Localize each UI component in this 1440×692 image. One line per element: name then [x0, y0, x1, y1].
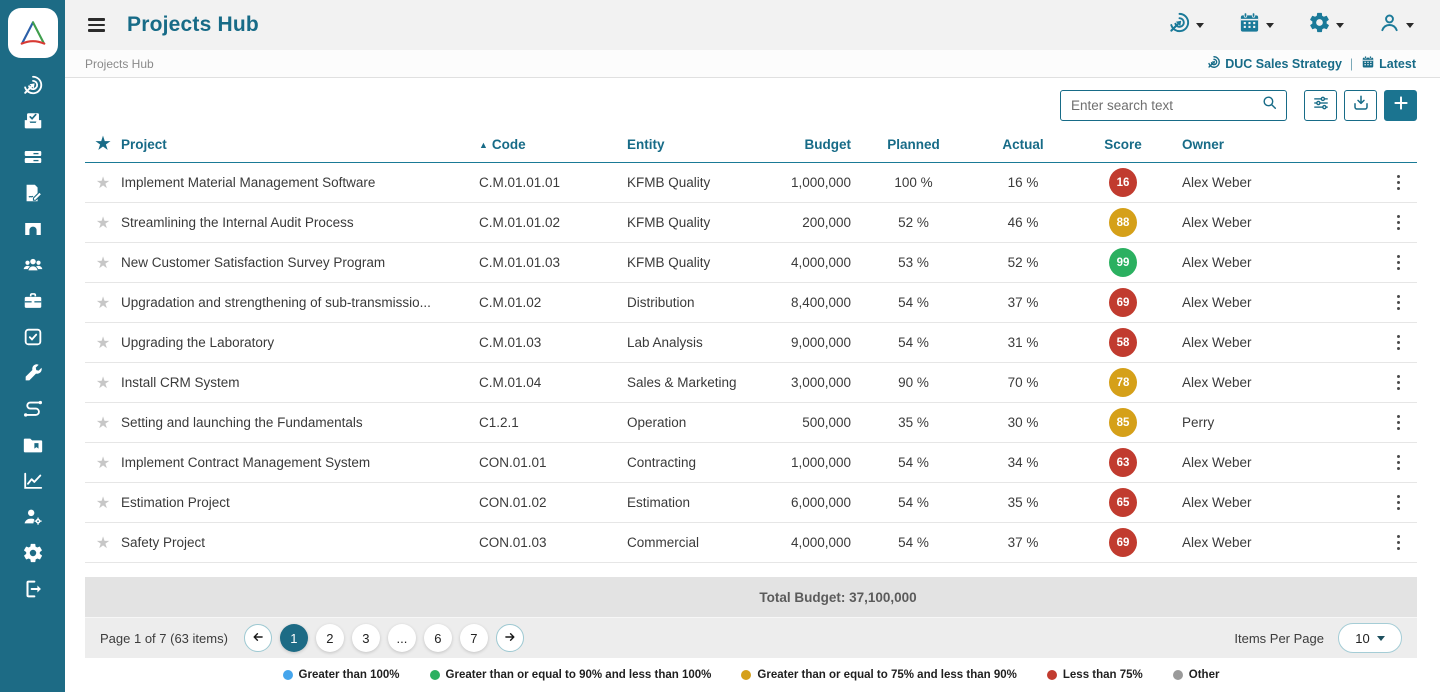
- top-actions: [1134, 11, 1414, 39]
- project-actual: 31 %: [1007, 335, 1039, 350]
- breadcrumb-bar: [65, 50, 1440, 78]
- project-planned: 100 %: [894, 175, 933, 190]
- score-badge: 78: [1109, 368, 1137, 397]
- project-code: C.M.01.01.03: [479, 255, 561, 270]
- download-button[interactable]: [1344, 90, 1377, 121]
- project-planned: 90 %: [898, 375, 929, 390]
- page-button[interactable]: 2: [316, 624, 344, 652]
- project-owner: Alex Weber: [1182, 295, 1252, 310]
- total-budget-band: [85, 577, 1417, 617]
- table-header: [85, 126, 1417, 163]
- add-button[interactable]: [1384, 90, 1417, 121]
- project-owner: Perry: [1182, 415, 1215, 430]
- table-row: [85, 323, 1417, 363]
- column-header-entity[interactable]: Entity: [627, 136, 665, 152]
- pagination-summary: Page 1 of 7 (63 items): [100, 630, 228, 646]
- project-budget: 9,000,000: [790, 335, 851, 350]
- project-budget: 200,000: [802, 215, 851, 230]
- row-actions-menu-icon[interactable]: [1393, 371, 1404, 394]
- logo-triangle-icon: [16, 16, 50, 50]
- project-actual: 37 %: [1007, 295, 1039, 310]
- project-actual: 52 %: [1007, 255, 1039, 270]
- project-owner: Alex Weber: [1182, 455, 1252, 470]
- row-actions-menu-icon[interactable]: [1393, 411, 1404, 434]
- score-badge: 99: [1109, 248, 1137, 277]
- sidebar-item-settings[interactable]: [13, 544, 53, 567]
- search-input[interactable]: [1071, 98, 1261, 113]
- project-entity: Distribution: [627, 295, 695, 310]
- search-box: [1060, 90, 1287, 121]
- project-budget: 8,400,000: [790, 295, 851, 310]
- breadcrumb: Projects Hub: [85, 56, 154, 71]
- pagination-bar: [85, 617, 1417, 658]
- project-name[interactable]: Streamlining the Internal Audit Process: [121, 215, 354, 230]
- active-strategy-label: DUC Sales Strategy: [1225, 56, 1342, 71]
- arch-icon: [22, 218, 44, 245]
- score-badge: 69: [1109, 528, 1137, 557]
- arrow-left-icon: [251, 630, 265, 647]
- strategy-icon: [1168, 11, 1191, 39]
- project-entity: Contracting: [627, 455, 697, 470]
- contract-edit-icon: [22, 182, 44, 209]
- sidebar-item-programs[interactable]: [13, 220, 53, 243]
- chevron-down-icon: [1377, 636, 1385, 641]
- items-per-page: [1234, 623, 1402, 653]
- table-row: [85, 523, 1417, 563]
- legend-dot-icon: [741, 670, 751, 680]
- project-code: C1.2.1: [479, 415, 519, 430]
- favorite-star-icon[interactable]: [96, 333, 110, 353]
- table-row: [85, 203, 1417, 243]
- column-header-actual[interactable]: Actual: [1002, 136, 1044, 152]
- project-budget: 4,000,000: [790, 535, 851, 550]
- column-header-score[interactable]: Score: [1104, 136, 1142, 152]
- logout-icon: [22, 578, 44, 605]
- chevron-down-icon: [1196, 23, 1204, 28]
- previous-page-button[interactable]: [244, 624, 272, 652]
- legend-item: [430, 669, 712, 681]
- top-bar: [65, 0, 1440, 50]
- column-header-planned[interactable]: Planned: [887, 136, 940, 152]
- chevron-down-icon: [1336, 23, 1344, 28]
- score-badge: 85: [1109, 408, 1137, 437]
- project-actual: 70 %: [1007, 375, 1039, 390]
- ballot-box-icon: [22, 110, 44, 137]
- favorite-star-icon[interactable]: [96, 173, 110, 193]
- project-actual: 35 %: [1007, 495, 1039, 510]
- table-row: [85, 283, 1417, 323]
- project-code: C.M.01.03: [479, 335, 542, 350]
- legend-item: [1047, 669, 1143, 681]
- strategy-icon: [1207, 55, 1221, 72]
- favorite-star-icon[interactable]: [96, 493, 110, 513]
- briefcase-icon: [22, 290, 44, 317]
- active-version-label: Latest: [1379, 56, 1416, 71]
- row-actions-menu-icon[interactable]: [1393, 451, 1404, 474]
- project-name[interactable]: Estimation Project: [121, 495, 230, 510]
- project-actual: 16 %: [1007, 175, 1039, 190]
- strategy-menu[interactable]: [1168, 11, 1204, 39]
- project-name[interactable]: New Customer Satisfaction Survey Program: [121, 255, 386, 270]
- pager: [244, 624, 524, 652]
- next-page-button[interactable]: [496, 624, 524, 652]
- filter-icon: [1312, 94, 1330, 117]
- project-actual: 46 %: [1007, 215, 1039, 230]
- page-button[interactable]: 3: [352, 624, 380, 652]
- project-entity: Sales & Marketing: [627, 375, 737, 390]
- score-legend: [85, 658, 1417, 692]
- project-budget: 6,000,000: [790, 495, 851, 510]
- project-code: CON.01.01: [479, 455, 547, 470]
- project-actual: 37 %: [1007, 535, 1039, 550]
- favorite-star-icon[interactable]: [96, 253, 110, 273]
- settings-gear-icon: [22, 542, 44, 569]
- project-owner: Alex Weber: [1182, 535, 1252, 550]
- project-entity: Commercial: [627, 535, 700, 550]
- project-name[interactable]: Setting and launching the Fundamentals: [121, 415, 363, 430]
- favorite-star-icon[interactable]: [96, 413, 110, 433]
- score-badge: 65: [1109, 488, 1137, 517]
- row-actions-menu-icon[interactable]: [1393, 331, 1404, 354]
- app-logo[interactable]: [8, 8, 58, 58]
- calendar-icon: [1238, 11, 1261, 39]
- row-actions-menu-icon[interactable]: [1393, 211, 1404, 234]
- favorite-star-icon[interactable]: [96, 373, 110, 393]
- project-actual: 30 %: [1007, 415, 1039, 430]
- table-row: [85, 403, 1417, 443]
- project-entity: KFMB Quality: [627, 175, 711, 190]
- sidebar-item-workflow[interactable]: [13, 400, 53, 423]
- download-icon: [1352, 94, 1370, 117]
- project-planned: 54 %: [898, 455, 929, 470]
- sidebar-item-tasks[interactable]: [13, 328, 53, 351]
- project-name[interactable]: Implement Contract Management System: [121, 455, 371, 470]
- legend-item: [283, 669, 400, 681]
- page-button[interactable]: 1: [280, 624, 308, 652]
- legend-label: Greater than 100%: [298, 669, 400, 681]
- page-button[interactable]: 6: [424, 624, 452, 652]
- table-row: [85, 443, 1417, 483]
- table-row: [85, 163, 1417, 203]
- sidebar: [0, 0, 65, 692]
- row-actions-menu-icon[interactable]: [1393, 291, 1404, 314]
- project-owner: Alex Weber: [1182, 495, 1252, 510]
- project-owner: Alex Weber: [1182, 335, 1252, 350]
- rows-icon: [22, 146, 44, 173]
- team-icon: [22, 254, 44, 281]
- strategy-icon: [22, 74, 44, 101]
- project-code: C.M.01.02: [479, 295, 542, 310]
- column-header-budget[interactable]: Budget: [804, 136, 851, 152]
- project-entity: KFMB Quality: [627, 215, 711, 230]
- project-entity: Estimation: [627, 495, 691, 510]
- sidebar-item-strategy[interactable]: [13, 76, 53, 99]
- project-code: CON.01.03: [479, 535, 547, 550]
- row-actions-menu-icon[interactable]: [1393, 251, 1404, 274]
- folder-icon: [22, 434, 44, 461]
- sidebar-item-lists[interactable]: [13, 148, 53, 171]
- workflow-icon: [22, 398, 44, 425]
- score-badge: 58: [1109, 328, 1137, 357]
- chevron-down-icon: [1266, 23, 1274, 28]
- project-owner: Alex Weber: [1182, 215, 1252, 230]
- row-actions-menu-icon[interactable]: [1393, 531, 1404, 554]
- project-planned: 54 %: [898, 495, 929, 510]
- legend-item: [741, 669, 1016, 681]
- project-name[interactable]: Install CRM System: [121, 375, 240, 390]
- legend-dot-icon: [1173, 670, 1183, 680]
- project-budget: 4,000,000: [790, 255, 851, 270]
- project-name[interactable]: Safety Project: [121, 535, 206, 550]
- page-title: Projects Hub: [127, 13, 259, 36]
- project-planned: 52 %: [898, 215, 929, 230]
- project-budget: 1,000,000: [790, 175, 851, 190]
- table-row: [85, 363, 1417, 403]
- project-owner: Alex Weber: [1182, 375, 1252, 390]
- sidebar-item-logout[interactable]: [13, 580, 53, 603]
- project-planned: 53 %: [898, 255, 929, 270]
- content-area: [65, 78, 1440, 692]
- settings-gear-icon: [1308, 11, 1331, 39]
- items-per-page-select[interactable]: [1338, 623, 1402, 653]
- project-name[interactable]: Implement Material Management Software: [121, 175, 376, 190]
- project-name[interactable]: Upgradation and strengthening of sub-transmissio...: [121, 295, 431, 310]
- legend-label: Less than 75%: [1062, 669, 1143, 681]
- sidebar-item-tools[interactable]: [13, 364, 53, 387]
- search-icon: [1261, 94, 1278, 116]
- context-info: [1207, 55, 1416, 72]
- sidebar-item-contracts[interactable]: [13, 184, 53, 207]
- active-version[interactable]: [1361, 55, 1416, 72]
- project-code: CON.01.02: [479, 495, 547, 510]
- sidebar-item-portfolio[interactable]: [13, 292, 53, 315]
- sidebar-item-reports[interactable]: [13, 472, 53, 495]
- favorite-header-icon[interactable]: [95, 134, 110, 154]
- table-body: [85, 163, 1417, 563]
- context-separator: |: [1349, 56, 1354, 71]
- user-settings-icon: [22, 506, 44, 533]
- chevron-down-icon: [1406, 23, 1414, 28]
- score-badge: 63: [1109, 448, 1137, 477]
- sidebar-item-teams[interactable]: [13, 256, 53, 279]
- legend-item: [1173, 669, 1220, 681]
- project-owner: Alex Weber: [1182, 255, 1252, 270]
- row-actions-menu-icon[interactable]: [1393, 171, 1404, 194]
- active-strategy[interactable]: [1207, 55, 1342, 72]
- calendar-menu[interactable]: [1238, 11, 1274, 39]
- project-entity: Lab Analysis: [627, 335, 703, 350]
- sidebar-item-approvals[interactable]: [13, 112, 53, 135]
- legend-label: Other: [1188, 669, 1220, 681]
- legend-dot-icon: [430, 670, 440, 680]
- items-per-page-label: Items Per Page: [1234, 630, 1324, 646]
- toolbar: [85, 78, 1417, 126]
- page-button[interactable]: 7: [460, 624, 488, 652]
- sidebar-item-documents[interactable]: [13, 436, 53, 459]
- project-entity: KFMB Quality: [627, 255, 711, 270]
- calendar-icon: [1361, 55, 1375, 72]
- project-owner: Alex Weber: [1182, 175, 1252, 190]
- favorite-star-icon[interactable]: [96, 213, 110, 233]
- row-actions-menu-icon[interactable]: [1393, 491, 1404, 514]
- project-budget: 3,000,000: [790, 375, 851, 390]
- sidebar-nav: [13, 76, 53, 603]
- project-code: C.M.01.01.01: [479, 175, 561, 190]
- legend-label: Greater than or equal to 75% and less than 90%: [757, 669, 1017, 681]
- hamburger-menu-icon[interactable]: [84, 14, 109, 36]
- user-icon: [1378, 11, 1401, 39]
- score-badge: 69: [1109, 288, 1137, 317]
- score-badge: 16: [1109, 168, 1137, 197]
- table-row: [85, 483, 1417, 523]
- add-icon: [1392, 94, 1410, 117]
- sidebar-item-user-admin[interactable]: [13, 508, 53, 531]
- project-budget: 1,000,000: [790, 455, 851, 470]
- legend-label: Greater than or equal to 90% and less than 100%: [445, 669, 712, 681]
- project-entity: Operation: [627, 415, 687, 430]
- project-actual: 34 %: [1007, 455, 1039, 470]
- arrow-right-icon: [503, 630, 517, 647]
- table-row: [85, 243, 1417, 283]
- main-area: [65, 0, 1440, 692]
- favorite-star-icon[interactable]: [96, 453, 110, 473]
- legend-dot-icon: [1047, 670, 1057, 680]
- project-planned: 54 %: [898, 535, 929, 550]
- project-planned: 35 %: [898, 415, 929, 430]
- checkbox-icon: [22, 326, 44, 353]
- favorite-star-icon[interactable]: [96, 533, 110, 553]
- page-button[interactable]: ...: [388, 624, 416, 652]
- project-code: C.M.01.01.02: [479, 215, 561, 230]
- favorite-star-icon[interactable]: [96, 293, 110, 313]
- sort-ascending-icon: [479, 137, 492, 152]
- legend-dot-icon: [283, 670, 293, 680]
- user-menu[interactable]: [1378, 11, 1414, 39]
- project-planned: 54 %: [898, 295, 929, 310]
- chart-icon: [22, 470, 44, 497]
- column-header-owner[interactable]: Owner: [1182, 136, 1225, 152]
- project-planned: 54 %: [898, 335, 929, 350]
- items-per-page-value: 10: [1355, 630, 1370, 646]
- score-badge: 88: [1109, 208, 1137, 237]
- wrench-icon: [22, 362, 44, 389]
- project-code: C.M.01.04: [479, 375, 542, 390]
- filter-button[interactable]: [1304, 90, 1337, 121]
- total-budget-label: Total Budget: 37,100,000: [759, 589, 917, 605]
- column-header-project[interactable]: Project: [121, 136, 167, 152]
- column-header-code[interactable]: ▲ Code: [479, 137, 627, 152]
- project-budget: 500,000: [802, 415, 851, 430]
- project-name[interactable]: Upgrading the Laboratory: [121, 335, 275, 350]
- settings-menu[interactable]: [1308, 11, 1344, 39]
